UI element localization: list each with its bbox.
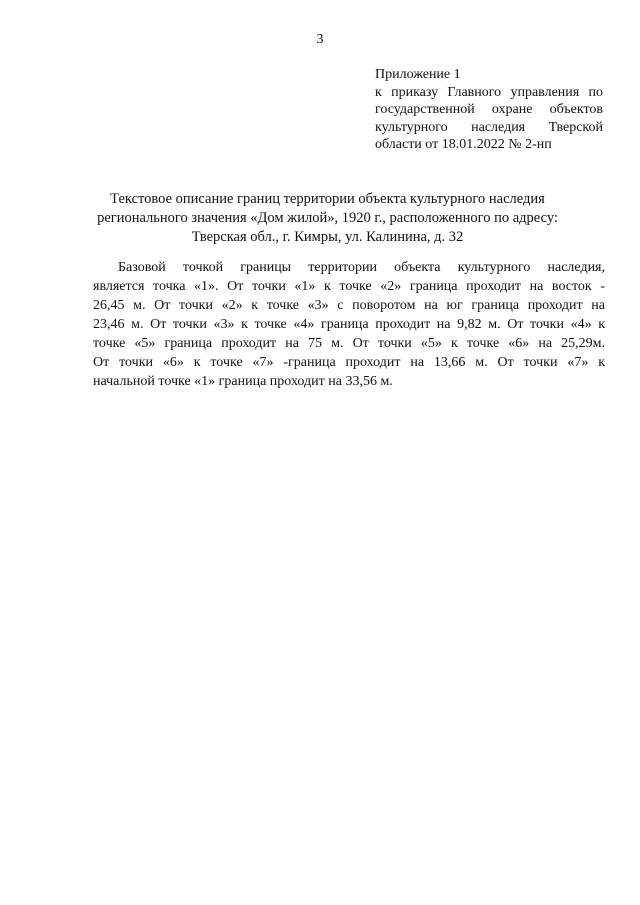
page-number: 3 bbox=[316, 32, 324, 47]
paragraph-line: 23,46 м. От точки «3» к точке «4» граница проходит на 9,82 м. От точки «4» к bbox=[93, 317, 605, 332]
appendix-line: государственной охране объектов bbox=[375, 102, 603, 117]
appendix-line: области от 18.01.2022 № 2-нп bbox=[375, 137, 552, 152]
appendix-title: Приложение 1 bbox=[375, 67, 461, 82]
paragraph-line: От точки «6» к точке «7» -граница проходит на 13,66 м. От точки «7» к bbox=[93, 355, 605, 370]
appendix-header bbox=[375, 66, 603, 154]
appendix-line: культурного наследия Тверской bbox=[375, 119, 603, 135]
boundary-description bbox=[93, 258, 605, 391]
paragraph-line: Базовой точкой границы территории объекта культурного наследия, bbox=[118, 260, 605, 275]
paragraph-line: 26,45 м. От точки «2» к точке «3» с поворотом на юг граница проходит на bbox=[93, 298, 605, 313]
title-line: Тверская обл., г. Кимры, ул. Калинина, д. 32 bbox=[191, 229, 464, 245]
title-line: Текстовое описание границ территории объекта культурного наследия bbox=[110, 191, 545, 207]
appendix-line: к приказу Главного управления по bbox=[375, 84, 603, 100]
paragraph-line: является точка «1». От точки «1» к точке «2» граница проходит на восток - bbox=[93, 279, 605, 294]
title-line: регионального значения «Дом жилой», 1920 г., расположенного по адресу: bbox=[97, 210, 558, 226]
paragraph-line: начальной точке «1» граница проходит на 33,56 м. bbox=[93, 374, 393, 389]
document-title bbox=[60, 190, 595, 247]
paragraph-line: точке «5» граница проходит на 75 м. От точки «5» к точке «6» на 25,29м. bbox=[93, 336, 605, 351]
